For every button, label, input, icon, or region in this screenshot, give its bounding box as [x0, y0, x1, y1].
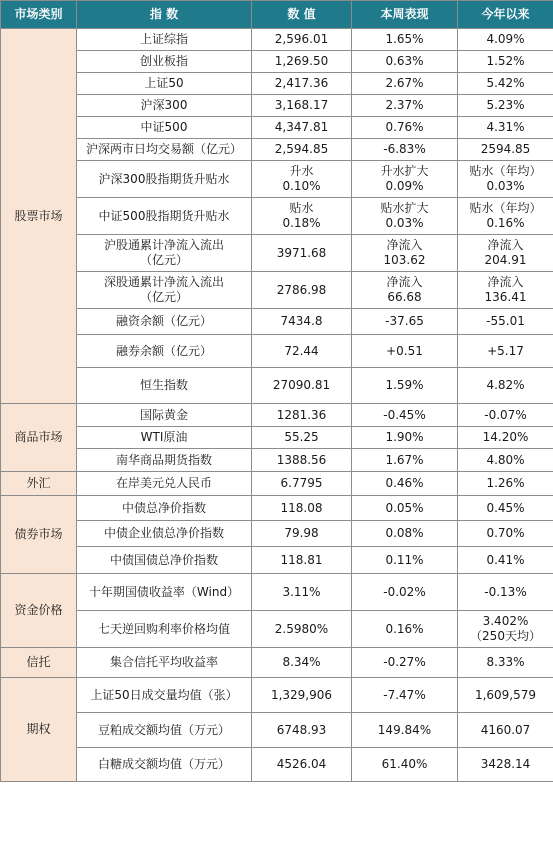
weekly-text: 61.40%: [381, 757, 428, 771]
ytd-text: 204.91: [484, 253, 527, 267]
weekly-text: 149.84%: [377, 722, 432, 737]
ytd-text: 14.20%: [482, 430, 529, 444]
ytd-cell: [458, 368, 553, 404]
value-text: 6748.93: [276, 722, 327, 737]
value-cell: [252, 309, 352, 335]
indicator-text: 中债企业债总净价指数: [103, 526, 224, 540]
weekly-cell: [352, 95, 458, 117]
indicator-text: 在岸美元兑人民币: [115, 476, 212, 490]
value-text: 3971.68: [276, 245, 327, 260]
value-text: 4526.04: [276, 757, 327, 771]
value-text: 3,168.17: [274, 98, 329, 112]
value-cell: [252, 449, 352, 472]
weekly-cell: [352, 139, 458, 161]
table-row: [1, 335, 553, 368]
weekly-cell: [352, 51, 458, 73]
ytd-text: 5.42%: [486, 76, 525, 90]
ytd-text: 4160.07: [480, 722, 531, 737]
ytd-text: 4.82%: [486, 378, 525, 392]
value-cell: [252, 547, 352, 574]
table-row: [1, 368, 553, 404]
indicator-cell: [77, 427, 252, 449]
ytd-cell: [458, 449, 553, 472]
header-value: 数 值: [252, 1, 352, 29]
ytd-text: -55.01: [486, 314, 525, 328]
header-row: [1, 1, 553, 29]
ytd-text: -0.07%: [484, 407, 527, 422]
value-cell: [252, 748, 352, 782]
table-row: [1, 574, 553, 611]
weekly-text: -0.02%: [383, 584, 426, 599]
ytd-text: 0.45%: [486, 500, 525, 515]
indicator-cell: [77, 574, 252, 611]
ytd-cell: [458, 117, 553, 139]
ytd-cell: [458, 748, 553, 782]
weekly-text: +0.51: [386, 343, 423, 358]
ytd-text: 4.09%: [486, 32, 525, 46]
value-text: 8.34%: [282, 655, 321, 669]
value-text: 79.98: [284, 526, 319, 540]
weekly-text: 2.37%: [385, 98, 424, 112]
indicator-text: 沪股通累计净流入流出: [103, 238, 224, 252]
indicator-text: 七天逆回购利率价格均值: [97, 621, 230, 636]
value-cell: [252, 235, 352, 272]
weekly-cell: [352, 547, 458, 574]
value-text: 1,269.50: [274, 54, 329, 68]
weekly-cell: [352, 235, 458, 272]
value-text: 2,596.01: [274, 32, 329, 46]
weekly-text: 1.90%: [385, 430, 424, 444]
table-row: [1, 29, 553, 51]
weekly-text: 103.62: [383, 253, 426, 267]
value-cell: [252, 161, 352, 198]
table-row: [1, 73, 553, 95]
market-category: 期权: [1, 678, 77, 782]
weekly-cell: [352, 272, 458, 309]
ytd-cell: [458, 678, 553, 713]
table-row: [1, 678, 553, 713]
table-row: [1, 648, 553, 678]
indicator-text: 恒生指数: [139, 378, 188, 392]
value-text: 2.5980%: [274, 621, 329, 636]
value-cell: [252, 611, 352, 648]
weekly-cell: [352, 161, 458, 198]
value-text: 1281.36: [276, 407, 327, 422]
indicator-text: 白糖成交额均值（万元）: [97, 757, 230, 771]
weekly-text: 0.09%: [385, 179, 424, 193]
weekly-cell: [352, 713, 458, 748]
ytd-cell: [458, 51, 553, 73]
indicator-text: 上证综指: [139, 32, 188, 46]
weekly-cell: [352, 748, 458, 782]
weekly-text: -37.65: [385, 314, 424, 328]
indicator-cell: [77, 449, 252, 472]
indicator-text: 十年期国债收益率（Wind）: [88, 584, 240, 599]
value-text: 3.11%: [282, 584, 321, 599]
market-category: 信托: [1, 648, 77, 678]
table-row: [1, 547, 553, 574]
value-cell: [252, 272, 352, 309]
value-cell: [252, 427, 352, 449]
ytd-text: 136.41: [484, 290, 527, 304]
table-row: [1, 198, 553, 235]
ytd-cell: [458, 335, 553, 368]
value-text: 72.44: [284, 343, 319, 358]
weekly-cell: [352, 574, 458, 611]
value-text: 1,329,906: [270, 687, 333, 702]
indicator-cell: [77, 309, 252, 335]
value-text: 贴水: [289, 201, 314, 215]
table-row: [1, 95, 553, 117]
value-text: 118.08: [280, 500, 323, 515]
indicator-cell: [77, 648, 252, 678]
ytd-text: +5.17: [487, 343, 524, 358]
weekly-text: 0.11%: [385, 552, 424, 567]
ytd-text: 0.70%: [486, 526, 525, 540]
weekly-text: 0.08%: [385, 526, 424, 540]
table-row: [1, 496, 553, 521]
value-text: 2,594.85: [274, 142, 329, 156]
ytd-text: 8.33%: [486, 655, 525, 669]
table-row: [1, 611, 553, 648]
weekly-text: -6.83%: [383, 142, 426, 156]
value-text: 4,347.81: [274, 120, 329, 134]
ytd-text: 3428.14: [480, 757, 531, 771]
ytd-text: 2594.85: [480, 142, 531, 156]
ytd-text: 净流入: [487, 275, 524, 289]
value-cell: [252, 73, 352, 95]
ytd-text: 0.41%: [486, 552, 525, 567]
weekly-text: 1.67%: [385, 452, 424, 467]
indicator-text: 融券余额（亿元）: [115, 343, 212, 358]
ytd-text: 0.16%: [486, 216, 525, 230]
indicator-text: 创业板指: [139, 54, 188, 68]
indicator-text: 沪深300股指期货升贴水: [98, 171, 230, 186]
table-row: [1, 51, 553, 73]
indicator-cell: [77, 51, 252, 73]
weekly-text: 1.59%: [385, 378, 424, 392]
value-cell: [252, 368, 352, 404]
value-cell: [252, 678, 352, 713]
weekly-cell: [352, 678, 458, 713]
header-indicator: 指 数: [77, 1, 252, 29]
value-cell: [252, 472, 352, 496]
header-weekly: 本周表现: [352, 1, 458, 29]
indicator-text: 融资余额（亿元）: [115, 314, 212, 328]
table-row: [1, 427, 553, 449]
value-text: 2,417.36: [274, 76, 329, 90]
indicator-cell: [77, 404, 252, 427]
table-body: [1, 29, 553, 782]
indicator-text: 国际黄金: [139, 407, 188, 422]
indicator-cell: [77, 611, 252, 648]
value-cell: [252, 496, 352, 521]
table-row: [1, 472, 553, 496]
ytd-text: （250天均）: [470, 629, 541, 643]
value-cell: [252, 713, 352, 748]
weekly-text: 0.16%: [385, 621, 424, 636]
indicator-cell: [77, 161, 252, 198]
value-cell: [252, 335, 352, 368]
indicator-cell: [77, 272, 252, 309]
value-cell: [252, 139, 352, 161]
ytd-text: 4.80%: [486, 452, 525, 467]
header-category: 市场类别: [1, 1, 77, 29]
ytd-text: 1,609,579: [474, 687, 537, 702]
weekly-cell: [352, 449, 458, 472]
ytd-cell: [458, 521, 553, 547]
ytd-cell: [458, 648, 553, 678]
ytd-cell: [458, 95, 553, 117]
value-text: 7434.8: [280, 314, 323, 328]
indicator-text: 南华商品期货指数: [115, 452, 212, 467]
weekly-text: 0.05%: [385, 500, 424, 515]
ytd-cell: [458, 272, 553, 309]
ytd-cell: [458, 29, 553, 51]
weekly-text: 2.67%: [385, 76, 424, 90]
indicator-cell: [77, 73, 252, 95]
weekly-text: 1.65%: [385, 32, 424, 46]
ytd-cell: [458, 404, 553, 427]
table-row: [1, 404, 553, 427]
ytd-cell: [458, 472, 553, 496]
indicator-text: 豆粕成交额均值（万元）: [97, 722, 230, 737]
indicator-text: 沪深两市日均交易额（亿元）: [85, 142, 242, 156]
weekly-cell: [352, 368, 458, 404]
market-category: 债券市场: [1, 496, 77, 574]
ytd-cell: [458, 73, 553, 95]
ytd-cell: [458, 574, 553, 611]
header-ytd: 今年以来: [458, 1, 553, 29]
table-row: [1, 235, 553, 272]
market-category: 股票市场: [1, 29, 77, 404]
ytd-text: 净流入: [487, 238, 524, 252]
indicator-text: 上证50: [144, 76, 184, 90]
weekly-cell: [352, 198, 458, 235]
indicator-cell: [77, 678, 252, 713]
ytd-cell: [458, 427, 553, 449]
indicator-cell: [77, 368, 252, 404]
ytd-cell: [458, 309, 553, 335]
ytd-text: -0.13%: [484, 584, 527, 599]
value-text: 55.25: [284, 430, 319, 444]
ytd-cell: [458, 161, 553, 198]
table-row: [1, 117, 553, 139]
table-row: [1, 748, 553, 782]
indicator-text: WTI原油: [140, 430, 188, 444]
weekly-text: 净流入: [386, 238, 423, 252]
value-cell: [252, 404, 352, 427]
weekly-cell: [352, 335, 458, 368]
value-text: 2786.98: [276, 282, 327, 297]
weekly-cell: [352, 611, 458, 648]
weekly-text: 贴水扩大: [380, 201, 429, 215]
table-row: [1, 713, 553, 748]
value-text: 6.7795: [280, 476, 323, 490]
ytd-text: 贴水（年均）: [469, 164, 542, 178]
ytd-text: 5.23%: [486, 98, 525, 112]
value-text: 0.18%: [282, 216, 321, 230]
table-row: [1, 139, 553, 161]
indicator-cell: [77, 748, 252, 782]
ytd-cell: [458, 198, 553, 235]
table-row: [1, 161, 553, 198]
weekly-cell: [352, 427, 458, 449]
ytd-text: 1.52%: [486, 54, 525, 68]
ytd-text: 3.402%: [482, 614, 529, 628]
market-category: 资金价格: [1, 574, 77, 648]
indicator-text: 上证50日成交量均值（张）: [90, 687, 238, 702]
ytd-text: 贴水（年均）: [469, 201, 542, 215]
weekly-cell: [352, 472, 458, 496]
weekly-text: 0.46%: [385, 476, 424, 490]
value-text: 0.10%: [282, 179, 321, 193]
indicator-cell: [77, 496, 252, 521]
value-cell: [252, 51, 352, 73]
indicator-cell: [77, 547, 252, 574]
indicator-cell: [77, 472, 252, 496]
weekly-cell: [352, 73, 458, 95]
table-row: [1, 521, 553, 547]
indicator-text: 中证500: [140, 120, 188, 134]
ytd-cell: [458, 547, 553, 574]
indicator-cell: [77, 95, 252, 117]
market-category: 外汇: [1, 472, 77, 496]
weekly-cell: [352, 496, 458, 521]
weekly-text: -0.27%: [383, 655, 426, 669]
weekly-cell: [352, 521, 458, 547]
ytd-text: 0.03%: [486, 179, 525, 193]
value-cell: [252, 198, 352, 235]
ytd-text: 4.31%: [486, 120, 525, 134]
indicator-text: 中债国债总净价指数: [109, 552, 218, 567]
indicator-text: 集合信托平均收益率: [109, 655, 218, 669]
indicator-cell: [77, 198, 252, 235]
weekly-cell: [352, 309, 458, 335]
indicator-cell: [77, 235, 252, 272]
ytd-text: 1.26%: [486, 476, 525, 490]
indicator-cell: [77, 139, 252, 161]
weekly-text: 0.76%: [385, 120, 424, 134]
table-row: [1, 309, 553, 335]
weekly-text: 净流入: [386, 275, 423, 289]
indicator-text: 深股通累计净流入流出: [103, 275, 224, 289]
ytd-cell: [458, 496, 553, 521]
ytd-cell: [458, 713, 553, 748]
weekly-cell: [352, 29, 458, 51]
indicator-cell: [77, 521, 252, 547]
value-text: 1388.56: [276, 452, 327, 467]
weekly-text: 0.63%: [385, 54, 424, 68]
value-cell: [252, 117, 352, 139]
value-text: 27090.81: [272, 378, 331, 392]
value-cell: [252, 648, 352, 678]
indicator-text: 中债总净价指数: [121, 500, 206, 515]
value-cell: [252, 521, 352, 547]
indicator-text: 沪深300: [140, 98, 188, 112]
value-text: 升水: [289, 164, 314, 178]
indicator-text: 中证500股指期货升贴水: [98, 208, 230, 223]
ytd-cell: [458, 235, 553, 272]
indicator-cell: [77, 713, 252, 748]
market-category: 商品市场: [1, 404, 77, 472]
indicator-cell: [77, 29, 252, 51]
indicator-cell: [77, 335, 252, 368]
table-row: [1, 272, 553, 309]
weekly-text: 0.03%: [385, 216, 424, 230]
indicator-text: （亿元）: [139, 253, 188, 267]
ytd-cell: [458, 139, 553, 161]
indicator-cell: [77, 117, 252, 139]
weekly-cell: [352, 648, 458, 678]
weekly-text: 升水扩大: [380, 164, 429, 178]
indicator-text: （亿元）: [139, 290, 188, 304]
weekly-cell: [352, 117, 458, 139]
table-row: [1, 449, 553, 472]
value-cell: [252, 574, 352, 611]
weekly-text: 66.68: [387, 290, 422, 304]
value-cell: [252, 95, 352, 117]
ytd-cell: [458, 611, 553, 648]
weekly-text: -7.47%: [383, 687, 426, 702]
weekly-text: -0.45%: [383, 407, 426, 422]
value-cell: [252, 29, 352, 51]
value-text: 118.81: [280, 552, 323, 567]
weekly-cell: [352, 404, 458, 427]
